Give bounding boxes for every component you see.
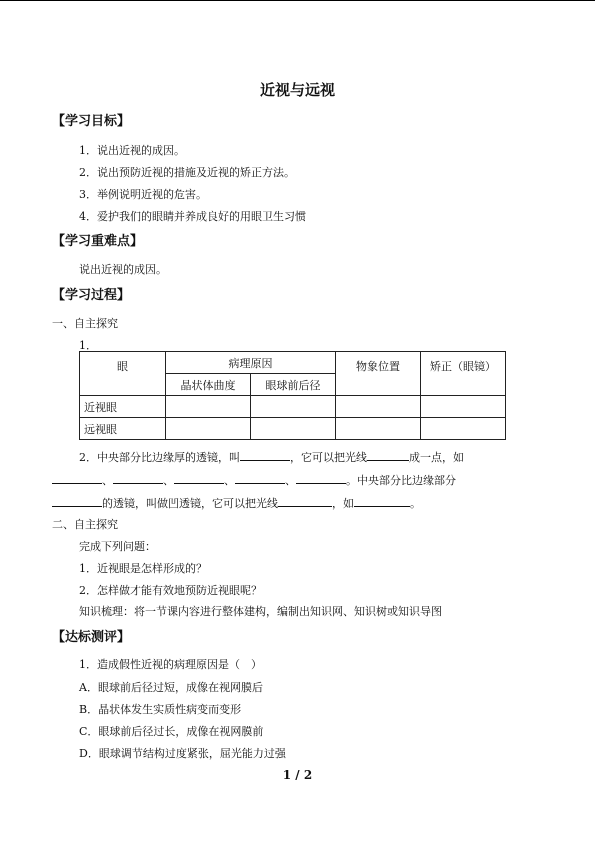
part2-intro: 完成下列问题：	[79, 540, 156, 553]
header-eye: 眼	[80, 352, 166, 396]
fill-blank[interactable]	[174, 472, 224, 484]
goal-item: 2．说出预防近视的措施及近视的矫正方法。	[79, 166, 295, 179]
goal-item: 1．说出近视的成因。	[79, 144, 185, 157]
test-option: D．眼球调节结构过度紧张，屈光能力过强	[79, 747, 286, 760]
process-heading: 【学习过程】	[52, 288, 131, 303]
key-points-text: 说出近视的成因。	[79, 263, 167, 276]
knowledge-summary: 知识梳理：将一节课内容进行整体建构，编制出知识网、知识树或知识导图	[79, 605, 442, 618]
table-cell	[251, 396, 336, 418]
fill-blank[interactable]	[235, 472, 285, 484]
table-cell	[166, 418, 251, 440]
part2-title: 二、自主探究	[52, 518, 118, 531]
item1-label: 1．	[79, 339, 97, 352]
test-heading: 【达标测评】	[52, 630, 131, 645]
table-cell	[336, 418, 421, 440]
fill-blank[interactable]	[296, 472, 346, 484]
subheader-eye-axis: 眼球前后径	[251, 374, 336, 396]
q2-line2: 、 、 、 、 。中央部分比边缘部分	[52, 472, 456, 488]
row-label-myopia: 近视眼	[80, 396, 166, 418]
header-correction: 矫正（眼镜）	[421, 352, 506, 396]
test-option: B．晶状体发生实质性病变而变形	[79, 703, 242, 716]
header-image-position: 物象位置	[336, 352, 421, 396]
header-cause: 病理原因	[166, 352, 336, 374]
row-label-hyperopia: 远视眼	[80, 418, 166, 440]
goals-heading: 【学习目标】	[52, 114, 131, 129]
table-cell	[421, 418, 506, 440]
fill-blank[interactable]	[354, 495, 410, 507]
fill-blank[interactable]	[367, 449, 409, 461]
part1-title: 一、自主探究	[52, 317, 118, 330]
table-cell	[251, 418, 336, 440]
fill-blank[interactable]	[52, 472, 102, 484]
test-question: 1．造成假性近视的病理原因是（ ）	[79, 658, 262, 671]
goal-item: 4．爱护我们的眼睛并养成良好的用眼卫生习惯	[79, 210, 306, 223]
q2-line1: 2．中央部分比边缘厚的透镜，叫 ，它可以把光线 成一点，如	[79, 451, 464, 464]
table-cell	[166, 396, 251, 418]
table-cell	[336, 396, 421, 418]
page-number: 1 / 2	[282, 768, 313, 782]
table-cell	[421, 396, 506, 418]
part2-question: 2．怎样做才能有效地预防近视眼呢？	[79, 584, 262, 597]
test-option: A．眼球前后径过短，成像在视网膜后	[79, 681, 263, 694]
part2-question: 1．近视眼是怎样形成的？	[79, 562, 207, 575]
q2-line3: 的透镜，叫做凹透镜，它可以把光线 ，如 。	[52, 495, 421, 511]
goal-item: 3．举例说明近视的危害。	[79, 188, 207, 201]
fill-blank[interactable]	[52, 495, 102, 507]
subheader-lens-curvature: 晶状体曲度	[166, 374, 251, 396]
fill-blank[interactable]	[113, 472, 163, 484]
fill-blank[interactable]	[240, 449, 290, 461]
fill-blank[interactable]	[278, 495, 332, 507]
test-option: C．眼球前后径过长，成像在视网膜前	[79, 725, 264, 738]
vision-table	[79, 351, 506, 440]
page-title: 近视与远视	[259, 81, 335, 99]
key-points-heading: 【学习重难点】	[52, 234, 144, 249]
